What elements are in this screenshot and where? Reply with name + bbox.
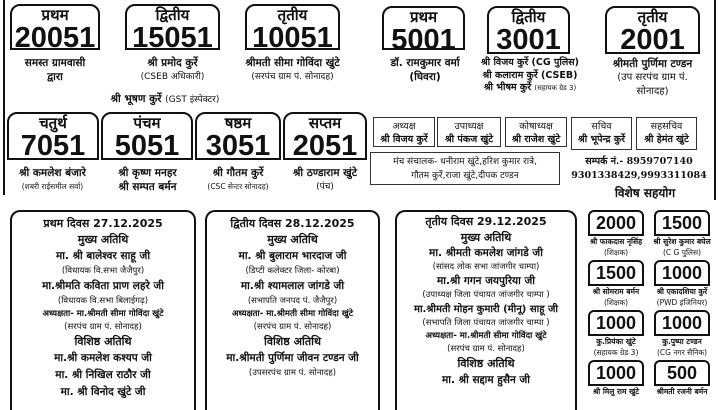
sponsor-name: श्री फाकदास नृसिंह bbox=[589, 237, 643, 246]
day-1-card bbox=[10, 210, 196, 410]
presidency: अध्यक्षता- मा.श्रीमती सीमा गोविंदा खुंटे bbox=[231, 309, 354, 319]
donor-role: (CSC सेन्टर सोनादह) bbox=[207, 182, 269, 191]
sponsor-item bbox=[584, 360, 648, 397]
committee-name: श्री भूपेन्द्र कुर्रे bbox=[577, 134, 626, 145]
special-guest-name: मा.श्री कमलेश कश्यप जी bbox=[54, 352, 152, 364]
committee-name: श्री राजेश खुंटे bbox=[511, 134, 561, 145]
prize-box-2 bbox=[125, 4, 220, 54]
donor-name: डॉ. रामकुमार वर्मा bbox=[390, 57, 460, 69]
prize-donor bbox=[375, 56, 475, 84]
prize-amount: 15051 bbox=[132, 22, 213, 54]
donor-role: (घिवरा) bbox=[409, 71, 441, 83]
prize-box-10 bbox=[283, 112, 367, 160]
prize-donor bbox=[225, 56, 360, 84]
guest-role: (विधायक वि.सभा बिलाईगढ़) bbox=[57, 296, 149, 306]
prize-rank: सप्तम bbox=[308, 114, 342, 132]
special-guest-name: मा.श्रीमती पुर्णिमा जीवन टण्डन जी bbox=[226, 352, 359, 364]
day-title: तृतीय दिवस 29.12.2025 bbox=[425, 215, 547, 228]
sponsor-role: (C G पुलिस) bbox=[662, 248, 702, 257]
donor-name: श्रीमती पुर्णिमा टण्डन bbox=[612, 58, 693, 70]
sponsor-name: श्रीमती रजनी बर्मन bbox=[656, 387, 708, 396]
prize-box-8 bbox=[101, 112, 193, 160]
guest-name: मा. श्री बालेश्वर साहू जी bbox=[55, 250, 151, 262]
sponsor-name: श्री एकादशिया कुर्रे bbox=[656, 287, 708, 296]
stage-hosts-line: मंच संचालक- धनीराम खुंटे,हरिश कुमार रात्रे, bbox=[393, 157, 537, 167]
prize-rank: तृतीय bbox=[637, 8, 668, 26]
prize-amount: 5001 bbox=[391, 24, 456, 56]
donor-name: श्री सम्पत बर्मन bbox=[118, 181, 177, 193]
donor-name: द्वारा bbox=[47, 71, 63, 83]
donor-role: (CSEB अधिकारी) bbox=[140, 72, 205, 82]
donor-name: श्रीमती सीमा गोविंदा खुंटे bbox=[245, 57, 340, 69]
prize-rank: चतुर्थ bbox=[39, 114, 67, 132]
donor-role: (GST इंस्पेक्टर) bbox=[165, 95, 220, 105]
prize-donor bbox=[5, 56, 105, 84]
guest-name: मा.श्री गगन जयपुरिया जी bbox=[437, 275, 535, 287]
prize-donor bbox=[470, 57, 590, 95]
committee-name: श्री पंकज खुंटे bbox=[444, 134, 494, 145]
guest-name: मा. श्री बुलाराम भारदाज जी bbox=[238, 250, 347, 262]
prize-donor bbox=[283, 166, 367, 194]
sponsor-name: श्री मिलु राम खुंटे bbox=[592, 387, 639, 396]
day-title: द्वितीय दिवस 28.12.2025 bbox=[230, 217, 355, 230]
prize-rank: षष्ठम bbox=[224, 114, 252, 132]
donor-role: (पंच) bbox=[316, 182, 334, 192]
committee-post: कोषाध्यक्ष bbox=[519, 121, 553, 132]
donor-role: (शबरी राईसमील सर्वा) bbox=[21, 182, 84, 191]
donor-name: समस्त ग्रामवासी bbox=[24, 57, 86, 69]
prize-rank: द्वितीय bbox=[511, 8, 546, 26]
prize-rank: द्वितीय bbox=[155, 6, 190, 24]
sponsor-role: (शिक्षक) bbox=[603, 248, 629, 257]
committee-secretary bbox=[571, 117, 632, 150]
guest-role: (सभापति जिला पंचायत जांजगीर चाम्पा ) bbox=[422, 318, 550, 328]
committee-name: श्री विजय कुर्रे bbox=[380, 134, 428, 145]
special-guest-name: मा. श्री विनोद खुंटे जी bbox=[60, 386, 146, 398]
donor-name: श्री कृष्ण मनहर bbox=[118, 167, 177, 179]
prize-rank: तृतीय bbox=[277, 6, 308, 24]
chief-guest-heading: मुख्य अतिथि bbox=[267, 233, 318, 246]
sponsor-name: श्री सुरेश कुमार बघेल bbox=[653, 237, 711, 246]
extra-donor bbox=[90, 92, 240, 107]
committee-vice-president bbox=[437, 117, 501, 147]
sponsor-item bbox=[584, 310, 648, 358]
guest-name: मा. श्रीमती कमलेश जांगडे जी bbox=[429, 247, 543, 259]
donor-name: श्री विजय कुर्रे (CG पुलिस) bbox=[480, 57, 580, 68]
sponsor-role: (शिक्षक) bbox=[603, 298, 629, 307]
sponsor-name: कु.प्रियंका खुंटे bbox=[596, 337, 636, 346]
sponsor-amount: 1000 bbox=[588, 310, 644, 336]
chief-guest-heading: मुख्य अतिथि bbox=[460, 231, 512, 244]
prize-amount: 2051 bbox=[292, 130, 358, 162]
prize-donor bbox=[115, 56, 230, 84]
contact-line: 9301338429,9993311084 bbox=[571, 170, 707, 181]
sponsor-amount: 1500 bbox=[588, 260, 644, 286]
sponsor-amount: 2000 bbox=[588, 210, 644, 236]
prize-donor bbox=[600, 57, 705, 99]
guest-role: (डिप्टी कलेक्टर जिला- कोरबा) bbox=[245, 266, 340, 276]
sponsor-item bbox=[650, 260, 714, 308]
prize-box-4 bbox=[382, 6, 465, 56]
donor-name: श्री कमलेश बंजारे bbox=[19, 167, 86, 179]
sponsor-name: कु.पुष्पा टण्डन bbox=[662, 337, 702, 346]
prize-rank: प्रथम bbox=[409, 8, 438, 26]
prize-amount: 10051 bbox=[252, 22, 333, 54]
special-guest-heading: विशिष्ठ अतिथि bbox=[457, 357, 515, 370]
special-guest-name: मा. श्री सद्दाम हुसैन जी bbox=[442, 374, 530, 386]
prize-box-6 bbox=[605, 6, 700, 54]
sponsor-item bbox=[650, 310, 714, 358]
chief-guest-heading: मुख्य अतिथि bbox=[77, 233, 129, 246]
committee-president bbox=[373, 117, 435, 147]
sponsor-amount: 500 bbox=[654, 360, 710, 386]
committee-post: सहसचिव bbox=[650, 121, 683, 132]
committee-post: उपाध्यक्ष bbox=[454, 121, 484, 132]
day-2-card bbox=[205, 210, 380, 410]
special-guest-role: (उपसरपंच ग्राम पं. सोनादह) bbox=[248, 368, 337, 378]
donor-role: (सरपंच ग्राम पं. सोनादह) bbox=[251, 72, 334, 82]
sponsor-amount: 1500 bbox=[654, 210, 710, 236]
prize-box-9 bbox=[195, 112, 281, 160]
sponsor-name: श्री सोमराम बर्मन bbox=[592, 287, 640, 296]
stage-hosts-line: गौतम कुर्रे,राजा खुंटे,दीपक टण्डन bbox=[411, 171, 519, 181]
sponsor-amount: 1000 bbox=[654, 260, 710, 286]
special-support-heading: विशेष सहयोग bbox=[614, 186, 676, 200]
prize-amount: 5051 bbox=[114, 130, 180, 162]
guest-role: (उपाध्यक्ष जिला पंचायत जांजगीर चाम्पा ) bbox=[422, 290, 550, 300]
guest-role: (विधायक वि.सभा जैजैपुर) bbox=[61, 266, 145, 276]
presidency-role: (सरपंच ग्राम पं. सोनादह) bbox=[64, 322, 142, 332]
donor-role: (उप सरपंच ग्राम पं. सोनादह) bbox=[617, 72, 688, 97]
donor-name: श्री भूषण कुर्रे bbox=[110, 93, 162, 105]
prize-donor bbox=[192, 166, 284, 194]
guest-role: (सभापति जनपद पं. जैजैपुर) bbox=[247, 296, 338, 306]
prize-box-1 bbox=[10, 4, 100, 54]
guest-name: मा.श्रीमति कविता प्राण लहरे जी bbox=[42, 280, 164, 292]
sponsor-role: (CG नगर सैनिक) bbox=[656, 348, 708, 357]
contact-numbers bbox=[565, 155, 713, 183]
day-title: प्रथम दिवस 27.12.2025 bbox=[43, 217, 163, 230]
special-guest-name: मा. श्री निखिल राठौर जी bbox=[55, 369, 151, 381]
sponsor-amount: 1000 bbox=[588, 360, 644, 386]
prize-amount: 3001 bbox=[496, 24, 561, 56]
sponsor-item bbox=[650, 210, 714, 258]
guest-role: (सांसद लोक सभा जांजगीर चाम्पा) bbox=[432, 262, 540, 272]
prize-rank: प्रथम bbox=[41, 6, 69, 24]
donor-role: (सहायक ग्रेड 3) bbox=[534, 84, 577, 92]
sponsor-item bbox=[584, 210, 648, 258]
committee-name: श्री हेमंत खुंटे bbox=[644, 134, 689, 145]
donor-name: श्री ठण्डाराम खुंटे bbox=[292, 167, 358, 179]
prize-donor bbox=[100, 166, 195, 194]
guest-name: मा.श्री श्यामलाल जांगडे जी bbox=[240, 280, 345, 292]
prize-amount: 20051 bbox=[14, 22, 96, 54]
special-guest-heading: विशिष्ठ अतिथि bbox=[74, 335, 132, 348]
committee-joint-secretary bbox=[636, 117, 697, 150]
prize-donor bbox=[5, 166, 100, 194]
special-guest-heading: विशिष्ठ अतिथि bbox=[263, 335, 321, 348]
donor-name: श्री प्रमोद कुर्रे bbox=[147, 57, 198, 69]
committee-post: सचिव bbox=[591, 121, 612, 132]
presidency: अध्यक्षता- मा.श्रीमती सीमा गोविंदा खुंटे bbox=[42, 309, 164, 319]
donor-name: श्री कलाराम कुर्रे (CSEB) bbox=[482, 69, 578, 81]
presidency-role: (सरपंच ग्राम पं. सोनादह) bbox=[253, 322, 332, 332]
contact-line: सम्पर्क नं.- 8959707140 bbox=[585, 156, 693, 167]
border-line-right bbox=[714, 0, 716, 200]
guest-name: मा.श्रीमती मोहन कुमारी (मीनू) साहू जी bbox=[413, 304, 558, 315]
prize-rank: पंचम bbox=[133, 114, 161, 132]
sponsor-item bbox=[650, 360, 714, 397]
committee-post: अध्यक्ष bbox=[392, 121, 416, 132]
day-3-card bbox=[395, 210, 577, 410]
donor-name: श्री गौतम कुर्रे bbox=[212, 167, 264, 179]
committee-treasurer bbox=[505, 117, 567, 147]
prize-amount: 3051 bbox=[205, 130, 271, 162]
prize-box-3 bbox=[245, 4, 340, 54]
prize-box-5 bbox=[487, 6, 570, 54]
presidency-role: (सरपंच ग्राम पं. सोनादह) bbox=[447, 344, 525, 354]
donor-name: श्री भीषम कुर्रे bbox=[483, 82, 532, 93]
prize-box-7 bbox=[7, 112, 99, 160]
prize-amount: 7051 bbox=[20, 130, 86, 162]
sponsor-item bbox=[584, 260, 648, 308]
sponsor-role: (PWD इंजिनियर) bbox=[656, 298, 708, 307]
prize-amount: 2001 bbox=[620, 24, 685, 56]
presidency: अध्यक्षता- मा.श्रीमती सीमा गोविंदा खुंटे bbox=[425, 331, 547, 341]
sponsor-amount: 1000 bbox=[654, 310, 710, 336]
stage-hosts bbox=[370, 152, 560, 185]
sponsor-role: (सहायक ग्रेड 3) bbox=[593, 348, 639, 357]
